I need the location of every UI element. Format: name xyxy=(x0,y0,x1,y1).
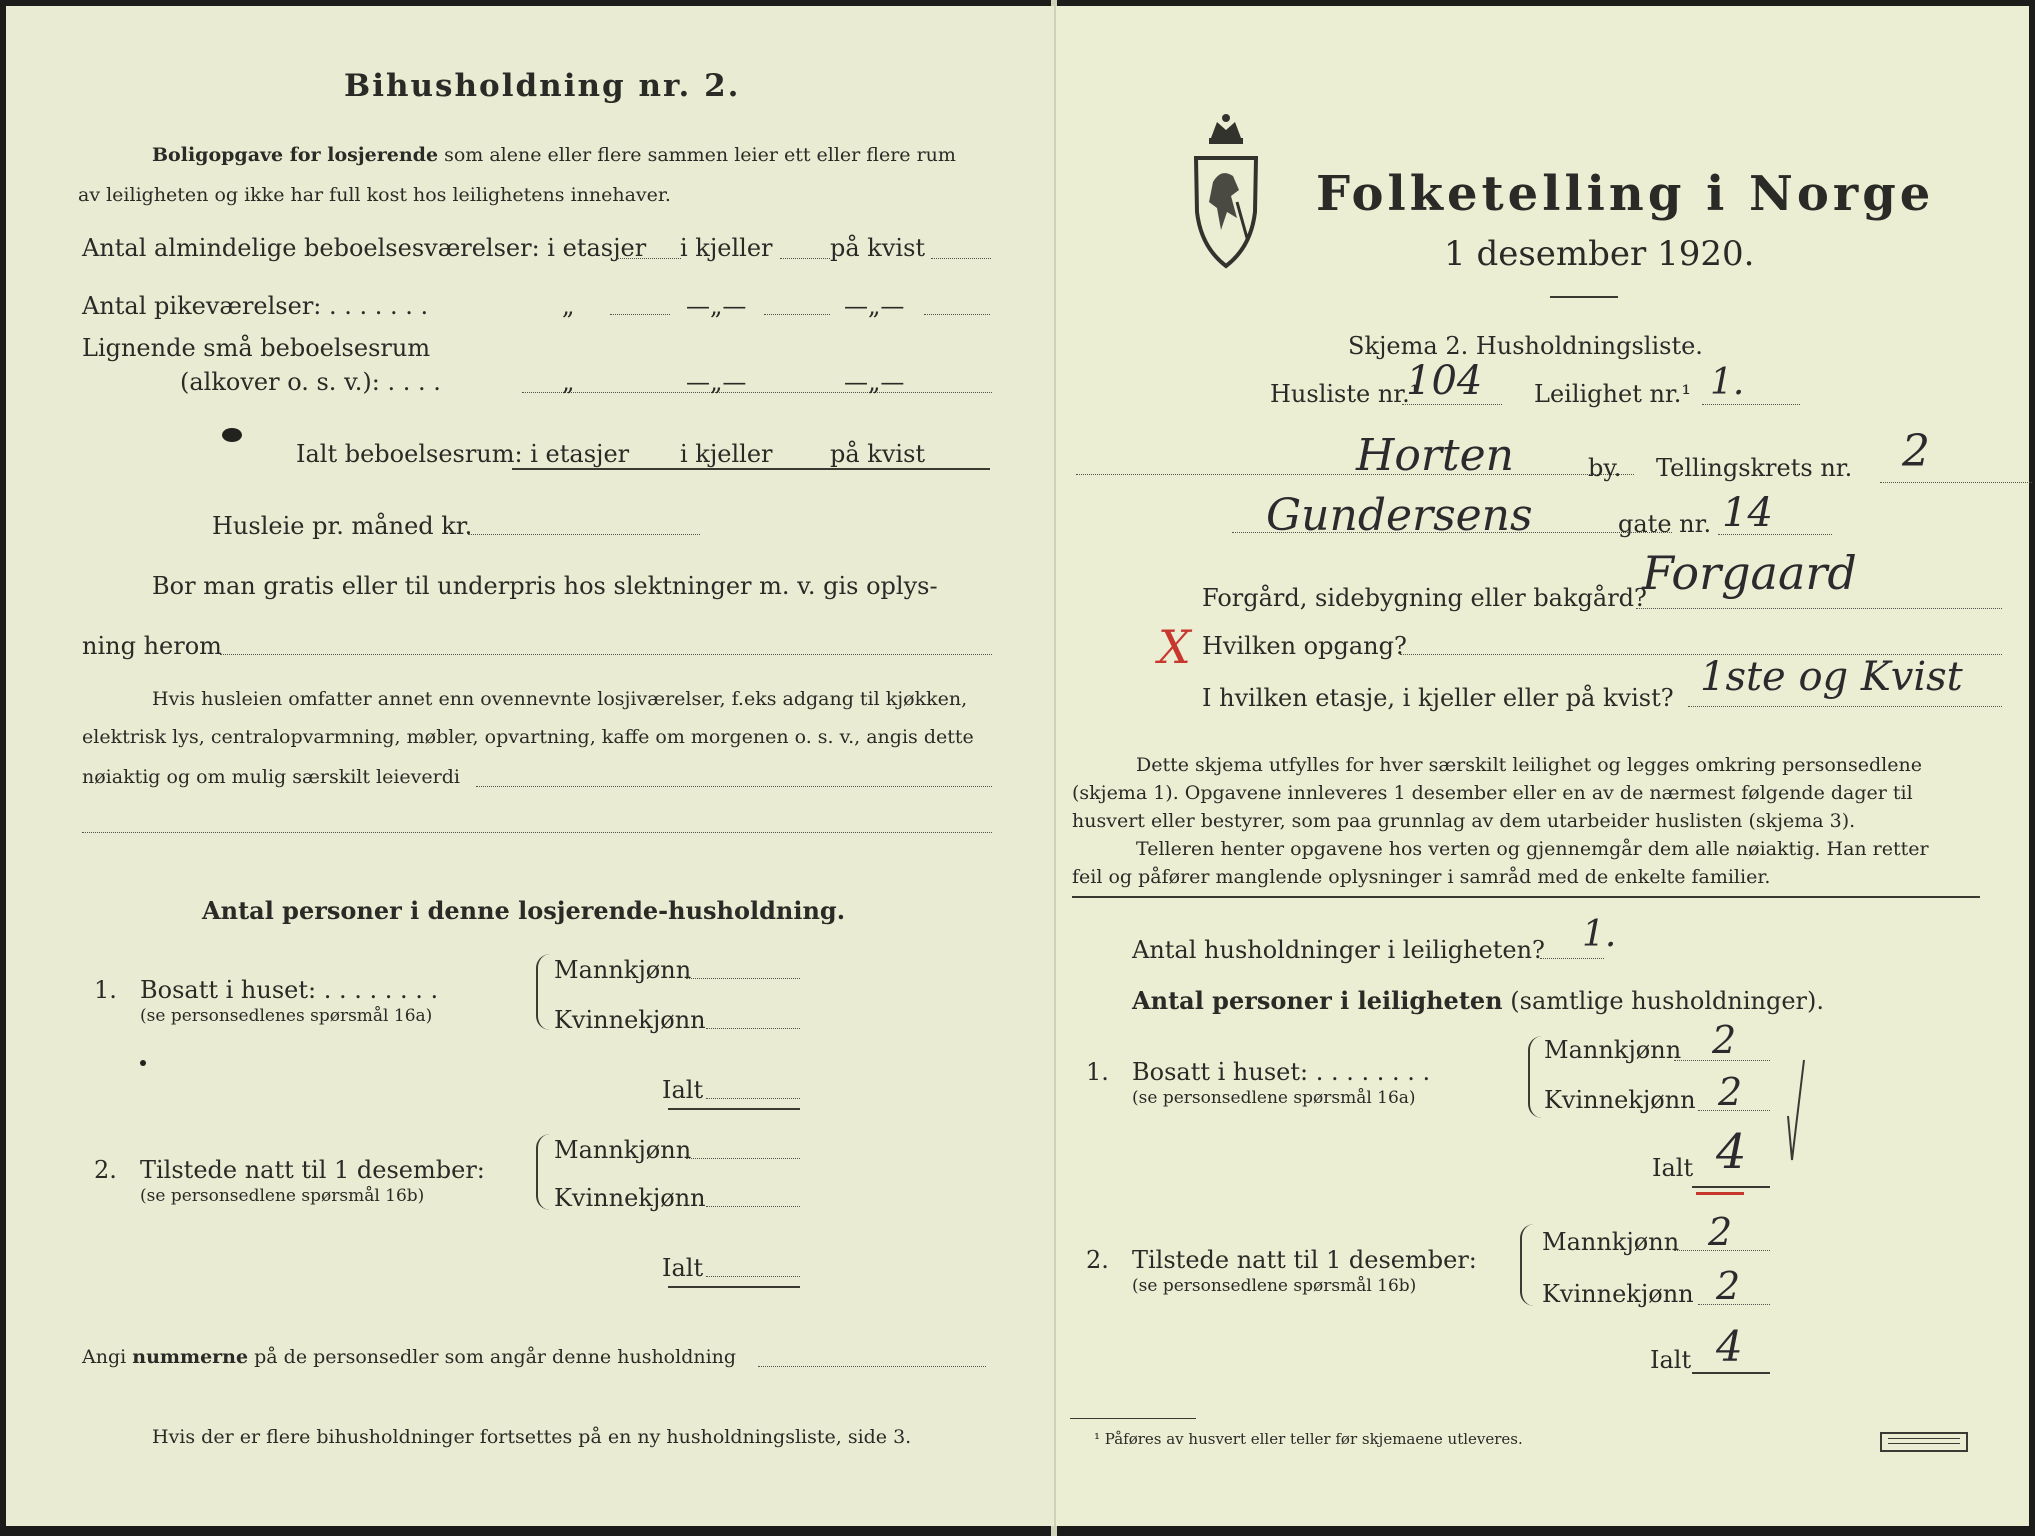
ning-herom-label: ning herom xyxy=(82,632,222,660)
angi-text: Angi nummerne på de personsedler som angår denne husholdning xyxy=(82,1346,737,1368)
antal-hush-value: 1. xyxy=(1582,914,1617,955)
pike-ditto-2: —„— xyxy=(686,292,747,320)
item1-label: Bosatt i huset: . . . . . . . . xyxy=(140,976,439,1004)
item2-mann-label: Mannkjønn xyxy=(554,1136,692,1164)
footnote-rule xyxy=(1070,1418,1196,1419)
red-underline-mark xyxy=(1696,1192,1744,1195)
forgard-label: Forgård, sidebygning eller bakgård? xyxy=(1202,584,1647,612)
item2-ialt-rule xyxy=(668,1286,800,1288)
ink-blot xyxy=(222,428,242,442)
item2-mann-line xyxy=(686,1158,800,1159)
krets-line xyxy=(1880,482,2032,483)
pike-line-1 xyxy=(610,314,670,315)
pike-ditto-3: —„— xyxy=(844,292,905,320)
r-item2-mann-line xyxy=(1674,1250,1770,1251)
intro-line-2: av leiligheten og ikke har full kost hos leilighetens innehaver. xyxy=(78,184,671,206)
rooms-kvist-label: på kvist xyxy=(830,234,926,262)
r-item2-mann-value: 2 xyxy=(1708,1210,1733,1254)
r-item2-brace xyxy=(1520,1224,1536,1306)
item1-num: 1. xyxy=(94,976,117,1004)
hvis-line-2: elektrisk lys, centralopvarmning, møbler, opvartning, kaffe om morgenen o. s. v., angis dette xyxy=(82,726,974,748)
right-date: 1 desember 1920. xyxy=(1444,234,1755,274)
etasje-value: 1ste og Kvist xyxy=(1700,654,1963,700)
r-item1-brace xyxy=(1528,1036,1544,1118)
info-line-3: husvert eller bestyrer, som paa grunnlag av dem utarbeider huslisten (skjema 3). xyxy=(1072,810,1856,832)
info-line-1: Dette skjema utfylles for hver særskilt leilighet og legges omkring personsedlene xyxy=(1136,754,1922,776)
lignende-ditto: „ xyxy=(562,368,575,396)
etasje-label: I hvilken etasje, i kjeller eller på kvist? xyxy=(1202,684,1674,712)
right-title: Folketelling i Norge xyxy=(1316,166,1935,222)
pike-line-3 xyxy=(924,314,990,315)
date-rule xyxy=(1550,296,1618,298)
antal-hush-label: Antal husholdninger i leiligheten? xyxy=(1132,936,1545,964)
lignende-ditto-2: —„— xyxy=(686,368,747,396)
husleie-label: Husleie pr. måned kr. xyxy=(212,512,473,540)
pike-line-2 xyxy=(764,314,830,315)
leilighet-value: 1. xyxy=(1710,362,1745,403)
husliste-label: Husliste nr.¹ xyxy=(1270,380,1420,408)
hvis-line-3: nøiaktig og om mulig særskilt leieverdi xyxy=(82,766,460,788)
hvis-extra-line xyxy=(82,832,992,833)
husliste-value: 104 xyxy=(1406,358,1483,404)
item1-ialt-line xyxy=(706,1098,800,1099)
publisher-stamp-icon xyxy=(1880,1432,1968,1452)
krets-label: Tellingskrets nr. xyxy=(1656,454,1853,482)
rooms-label: Antal almindelige beboelsesværelser: i etasjer xyxy=(82,234,647,262)
r-item2-ialt-label: Ialt xyxy=(1650,1346,1692,1374)
red-x-mark: X xyxy=(1158,620,1191,674)
item1-ialt-label: Ialt xyxy=(662,1076,704,1104)
item2-num: 2. xyxy=(94,1156,117,1184)
ning-herom-line xyxy=(220,654,992,655)
item2-kvinne-line xyxy=(706,1206,800,1207)
info-line-4: Telleren henter opgavene hos verten og gjennemgår dem alle nøiaktig. Han retter xyxy=(1136,838,1929,860)
r-item1-num: 1. xyxy=(1086,1058,1109,1086)
rooms-kjeller-line xyxy=(780,258,830,259)
lignende-line xyxy=(522,392,992,393)
krets-value: 2 xyxy=(1902,426,1930,477)
by-label: by. xyxy=(1588,454,1622,482)
lignende-ditto-3: —„— xyxy=(844,368,905,396)
husleie-line xyxy=(468,534,700,535)
city-value: Horten xyxy=(1356,430,1514,481)
ialt-kjeller-label: i kjeller xyxy=(680,440,773,468)
r-item2-label: Tilstede natt til 1 desember: xyxy=(1132,1246,1477,1274)
info-line-5: feil og påfører manglende oplysninger i samråd med de enkelte familier. xyxy=(1072,866,1771,888)
item1-brace xyxy=(536,954,552,1030)
r-item2-kvinne-value: 2 xyxy=(1716,1264,1741,1308)
item1-kvinne-label: Kvinnekjønn xyxy=(554,1006,706,1034)
pike-ditto: „ xyxy=(562,292,575,320)
rooms-etasjer-line xyxy=(617,258,681,259)
left-page xyxy=(6,6,1054,1526)
r-item1-mann-line xyxy=(1674,1060,1770,1061)
r-item1-kvinne-line xyxy=(1698,1110,1770,1111)
r-item1-sub: (se personsedlene spørsmål 16a) xyxy=(1132,1088,1416,1108)
gate-line xyxy=(1718,534,1832,535)
persons-title: Antal personer i denne losjerende-husholdning. xyxy=(202,896,846,925)
leilighet-label: Leilighet nr.¹ xyxy=(1534,380,1692,408)
forgard-line xyxy=(1636,608,2002,609)
ialt-rooms-rule xyxy=(512,468,990,470)
item1-sub: (se personsedlenes spørsmål 16a) xyxy=(140,1006,433,1026)
gate-label: gate nr. xyxy=(1618,510,1712,538)
item1-mann-label: Mannkjønn xyxy=(554,956,692,984)
intro-line-1: Boligopgave for losjerende som alene eller flere sammen leier ett eller flere rum xyxy=(152,144,956,166)
r-item2-mann-label: Mannkjønn xyxy=(1542,1228,1680,1256)
rooms-kjeller-label: i kjeller xyxy=(680,234,773,262)
angi-line xyxy=(758,1366,986,1367)
skjema-label: Skjema 2. Husholdningsliste. xyxy=(1348,332,1703,360)
persons-title-right: Antal personer i leiligheten (samtlige husholdninger). xyxy=(1132,986,1825,1015)
info-rule xyxy=(1072,896,1980,898)
r-item1-ialt-rule xyxy=(1692,1186,1770,1188)
item2-sub: (se personsedlene spørsmål 16b) xyxy=(140,1186,425,1206)
r-item1-kvinne-value: 2 xyxy=(1718,1070,1743,1114)
leilighet-line xyxy=(1702,404,1800,405)
r-item2-ialt-rule xyxy=(1692,1372,1770,1374)
r-item2-ialt-value: 4 xyxy=(1716,1322,1743,1371)
item2-brace xyxy=(536,1134,552,1210)
lignende-label-2: (alkover o. s. v.): . . . . xyxy=(180,368,441,396)
r-item2-sub: (se personsedlene spørsmål 16b) xyxy=(1132,1276,1417,1296)
hvis-line-fill xyxy=(476,786,992,787)
ink-dot xyxy=(140,1060,146,1066)
item2-kvinne-label: Kvinnekjønn xyxy=(554,1184,706,1212)
lignende-label-1: Lignende små beboelsesrum xyxy=(82,334,431,362)
r-item1-label: Bosatt i huset: . . . . . . . . xyxy=(1132,1058,1431,1086)
pike-label: Antal pikeværelser: . . . . . . . xyxy=(82,292,429,320)
ialt-kvist-label: på kvist xyxy=(830,440,926,468)
antal-hush-line xyxy=(1540,958,1604,959)
r-item2-num: 2. xyxy=(1086,1246,1109,1274)
ialt-rooms-label: Ialt beboelsesrum: i etasjer xyxy=(296,440,630,468)
r-item2-kvinne-label: Kvinnekjønn xyxy=(1542,1280,1694,1308)
hvis-line-1: Hvis husleien omfatter annet enn ovennevnte losjiværelser, f.eks adgang til kjøkken, xyxy=(152,688,968,710)
right-page xyxy=(1056,6,2029,1526)
item2-ialt-line xyxy=(706,1276,800,1277)
city-line xyxy=(1076,474,1634,475)
footnote-text: ¹ Påføres av husvert eller teller før skjemaene utleveres. xyxy=(1094,1430,1523,1448)
r-item1-ialt-value: 4 xyxy=(1716,1124,1747,1180)
r-item1-mann-value: 2 xyxy=(1712,1018,1737,1062)
coat-of-arms-icon xyxy=(1191,112,1261,270)
item1-ialt-rule xyxy=(668,1108,800,1110)
street-value: Gundersens xyxy=(1266,490,1533,541)
r-item1-kvinne-label: Kvinnekjønn xyxy=(1544,1086,1696,1114)
item2-ialt-label: Ialt xyxy=(662,1254,704,1282)
rooms-kvist-line xyxy=(931,258,991,259)
left-title: Bihusholdning nr. 2. xyxy=(344,68,741,104)
r-item1-mann-label: Mannkjønn xyxy=(1544,1036,1682,1064)
r-item2-kvinne-line xyxy=(1698,1304,1770,1305)
forgard-value: Forgaard xyxy=(1642,546,1857,600)
etasje-line xyxy=(1688,706,2002,707)
tick-mark-icon xyxy=(1786,1056,1806,1166)
item1-mann-line xyxy=(686,978,800,979)
opgang-label: Hvilken opgang? xyxy=(1202,632,1407,660)
flere-text: Hvis der er flere bihusholdninger fortsettes på en ny husholdningsliste, side 3. xyxy=(152,1426,912,1448)
bor-man-text: Bor man gratis eller til underpris hos slektninger m. v. gis oplys- xyxy=(152,572,938,600)
item1-kvinne-line xyxy=(706,1028,800,1029)
item2-label: Tilstede natt til 1 desember: xyxy=(140,1156,485,1184)
husliste-line xyxy=(1402,404,1502,405)
info-line-2: (skjema 1). Opgavene innleveres 1 desember eller en av de nærmest følgende dager til xyxy=(1072,782,1913,804)
street-line xyxy=(1232,532,1672,533)
gate-value: 14 xyxy=(1722,490,1773,536)
r-item1-ialt-label: Ialt xyxy=(1652,1154,1694,1182)
